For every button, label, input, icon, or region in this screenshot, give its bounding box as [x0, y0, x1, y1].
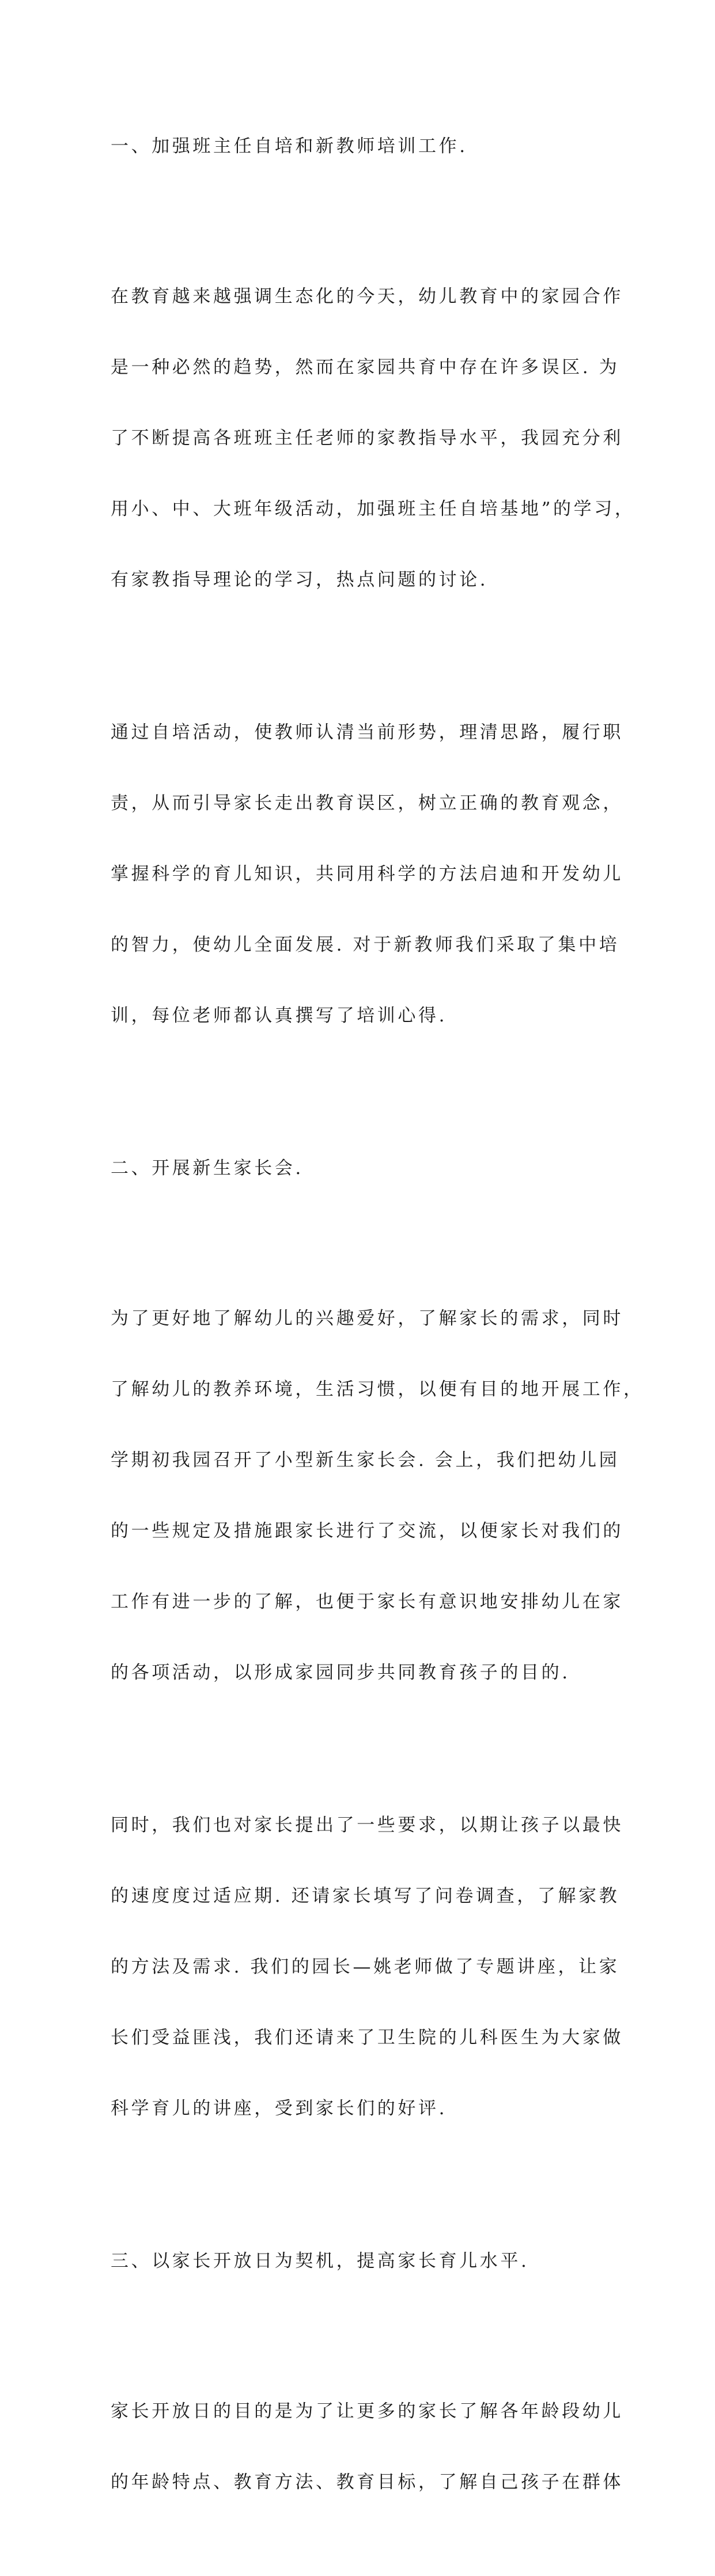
text-line: 同时，我们也对家长提出了一些要求，以期让孩子以最快	[111, 1815, 623, 1836]
section-heading-3	[111, 2202, 606, 2320]
text-line: 的一些规定及措施跟家长进行了交流，以便家长对我们的	[111, 1521, 623, 1541]
text-line: 三、以家长开放日为契机，提高家长育儿水平.	[111, 2251, 529, 2271]
text-line: 一、加强班主任自培和新教师培训工作.	[111, 136, 468, 157]
paragraph-2	[111, 674, 623, 1075]
text-line: 责，从而引导家长走出教育误区，树立正确的教育观念，	[111, 793, 623, 814]
text-line: 的速度度过适应期. 还请家长填写了问卷调查，了解家教	[111, 1886, 620, 1906]
text-line: 长们受益匪浅，我们还请来了卫生院的儿科医生为大家做	[111, 2027, 623, 2048]
section-heading-2	[111, 1110, 606, 1228]
text-line: 训，每位老师都认真撰写了培训心得.	[111, 1005, 448, 1026]
text-line: 的方法及需求. 我们的园长—姚老师做了专题讲座，让家	[111, 1956, 620, 1977]
text-line: 是一种必然的趋势，然而在家园共育中存在许多误区. 为	[111, 357, 620, 378]
paragraph-4	[111, 1766, 623, 2168]
text-line: 掌握科学的育儿知识，共同用科学的方法启迪和开发幼儿	[111, 864, 623, 884]
text-line: 了解幼儿的教养环境，生活习惯，以便有目的地开展工作，	[111, 1379, 644, 1400]
text-line: 科学育儿的讲座，受到家长们的好评.	[111, 2098, 448, 2119]
text-line: 二、开展新生家长会.	[111, 1158, 304, 1179]
text-line: 用小、中、大班年级活动，加强班主任自培基地”的学习，	[111, 499, 635, 519]
text-line: 了不断提高各班班主任老师的家教指导水平，我园充分利	[111, 428, 623, 449]
text-line: 为了更好地了解幼儿的兴趣爱好，了解家长的需求，同时	[111, 1308, 623, 1329]
section-heading-1	[111, 88, 606, 206]
text-line: 通过自培活动，使教师认清当前形势，理清思路，履行职	[111, 722, 623, 743]
text-line: 的各项活动，以形成家园同步共同教育孩子的目的.	[111, 1662, 570, 1683]
document-body	[111, 88, 644, 2576]
paragraph-1	[111, 238, 635, 639]
text-line: 家长开放日的目的是为了让更多的家长了解各年龄段幼儿	[111, 2401, 623, 2422]
text-line: 在教育越来越强调生态化的今天，幼儿教育中的家园合作	[111, 286, 623, 307]
paragraph-5	[111, 2353, 623, 2541]
text-line: 工作有进一步的了解，也便于家长有意识地安排幼儿在家	[111, 1591, 623, 1612]
text-line: 有家教指导理论的学习，热点问题的讨论.	[111, 569, 489, 590]
text-line: 学期初我园召开了小型新生家长会. 会上，我们把幼儿园	[111, 1450, 620, 1471]
text-line: 的智力，使幼儿全面发展. 对于新教师我们采取了集中培	[111, 934, 620, 955]
text-line: 的年龄特点、教育方法、教育目标，了解自己孩子在群体	[111, 2472, 623, 2493]
paragraph-3	[111, 1260, 644, 1732]
